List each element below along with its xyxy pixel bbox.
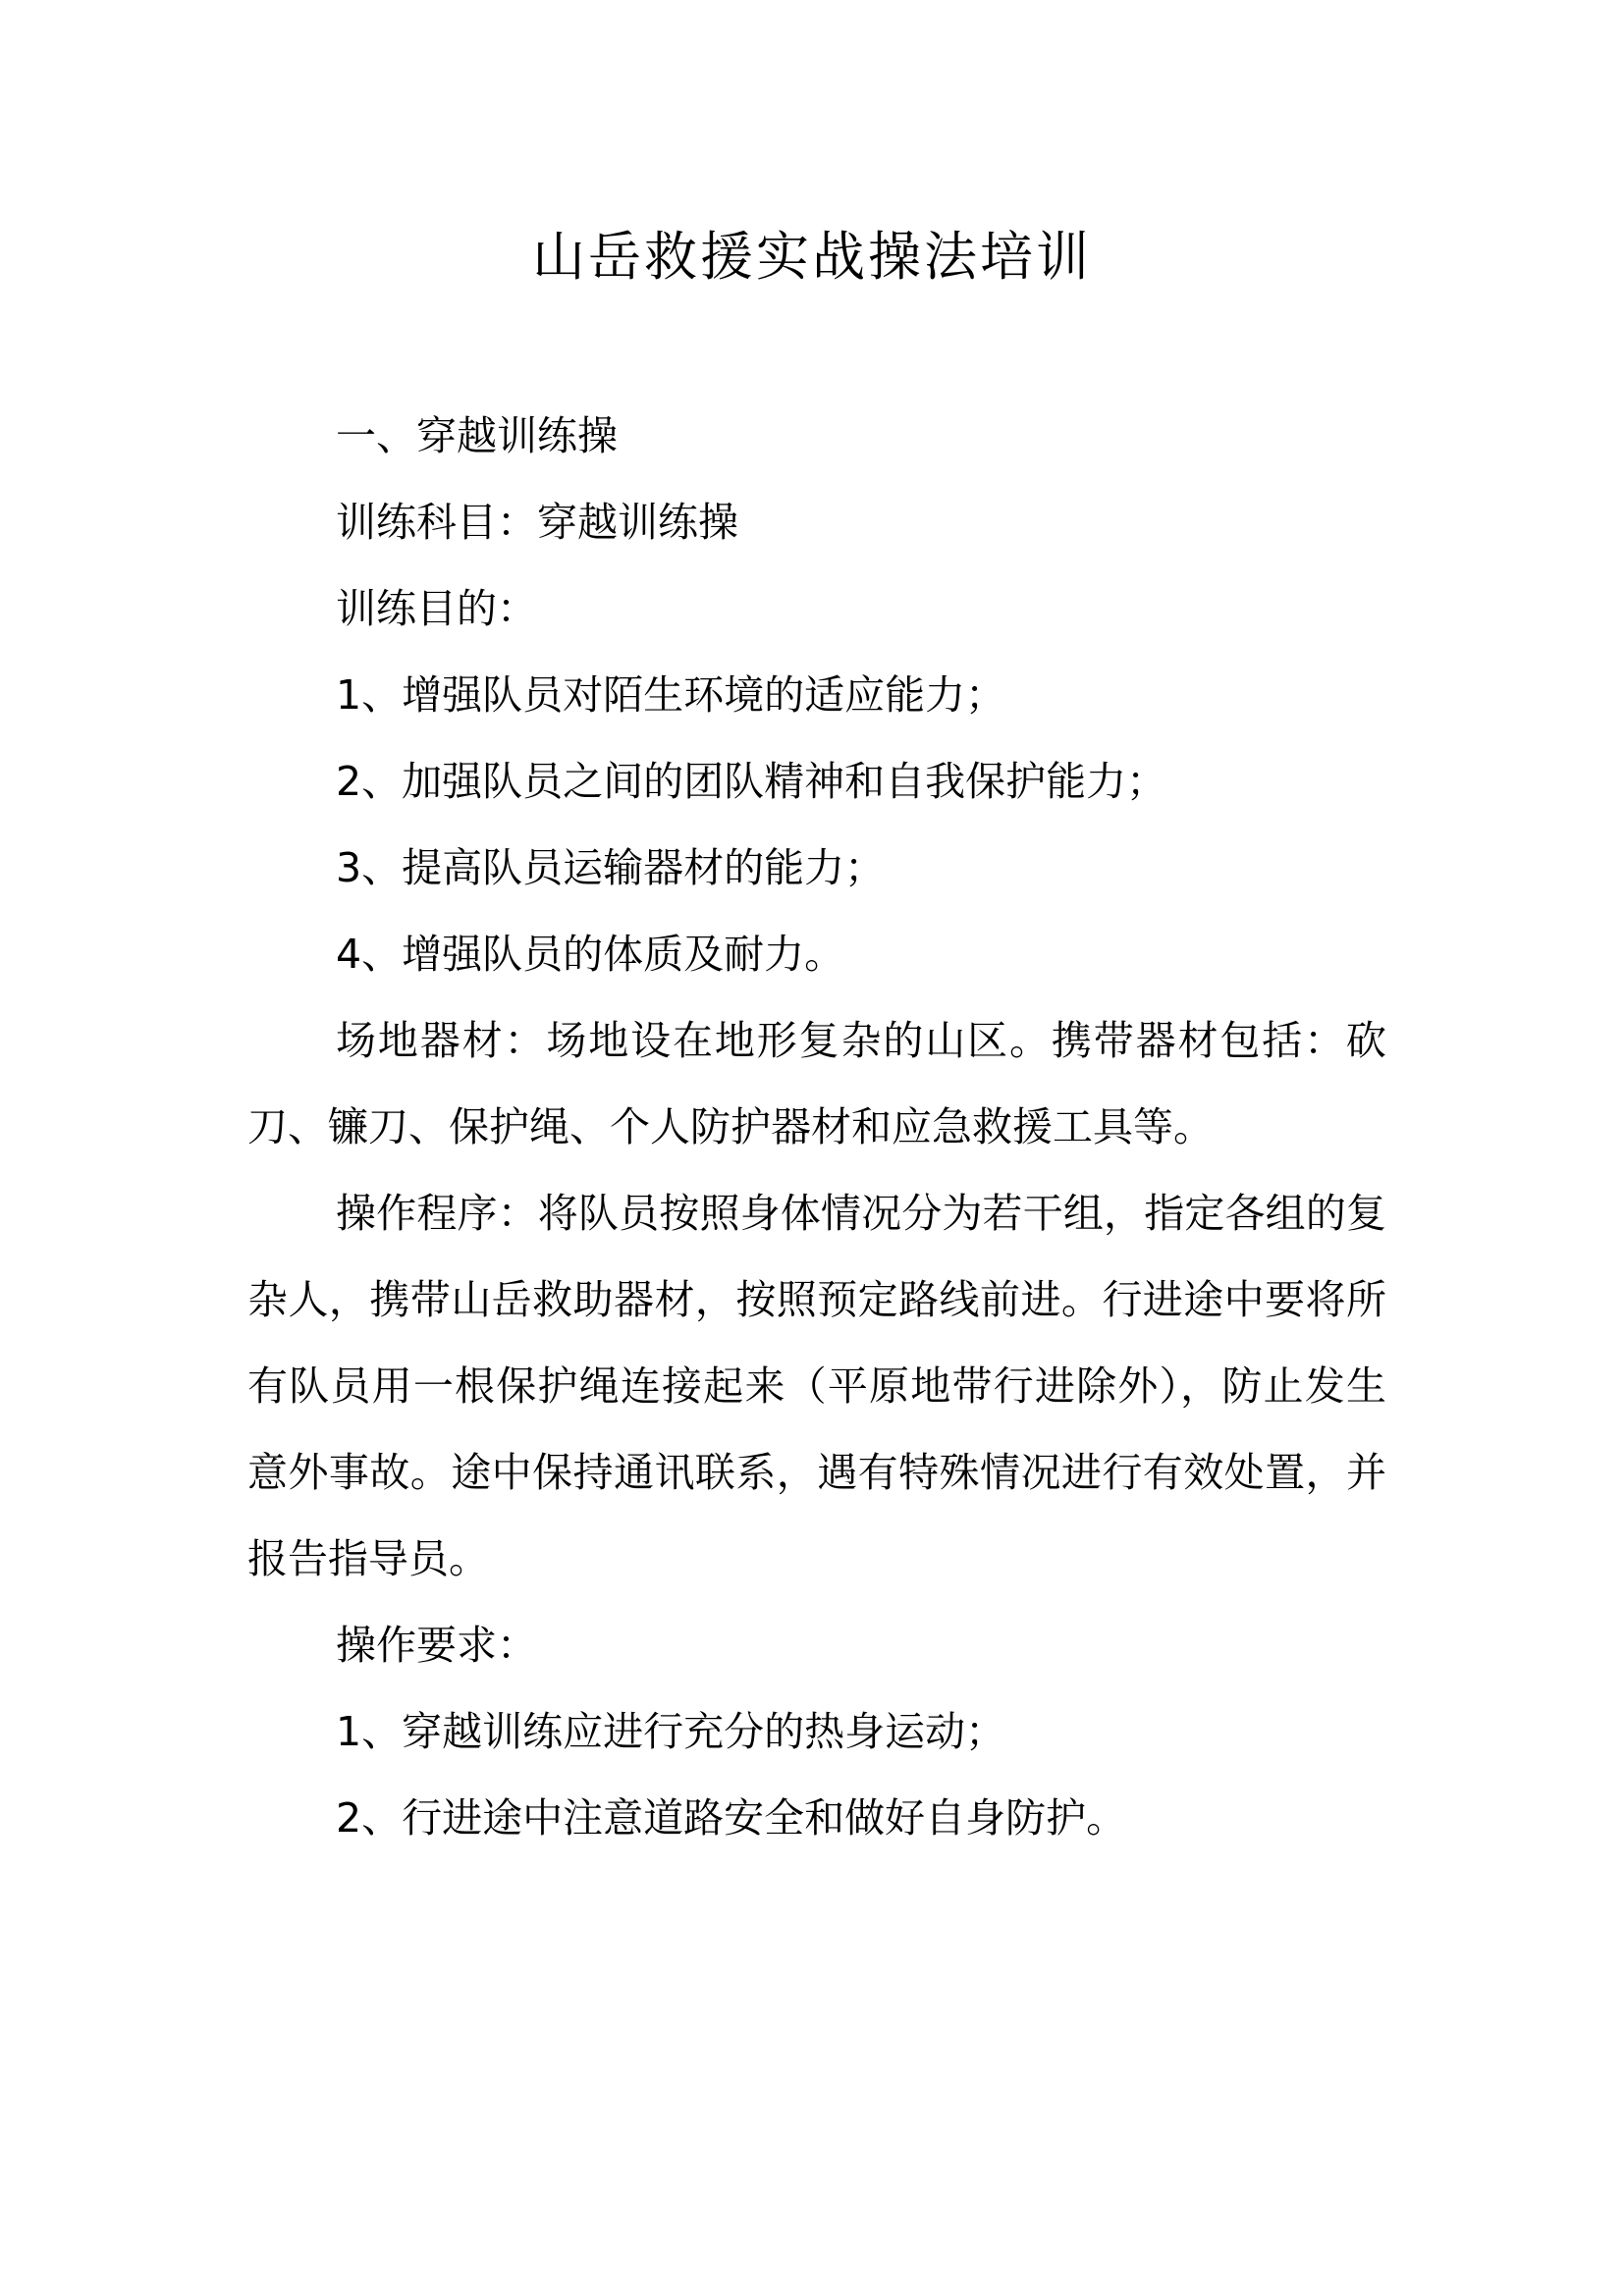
purpose-item: 1、增强队员对陌生环境的适应能力；	[336, 671, 1006, 719]
document-body	[247, 393, 1386, 1861]
purpose-item: 2、加强队员之间的团队精神和自我保护能力；	[336, 758, 1167, 805]
document-title: 山岳救援实战操法培训	[532, 226, 1092, 288]
procedure-paragraph: 操作程序：将队员按照身体情况分为若干组，指定各组的复杂人，携带山岳救助器材，按照预定路线前进。行进途中要将所有队员用一根保护绳连接起来（平原地带行进除外），防止发生意外事故。途中保持通讯联系，遇有特殊情况进行有效处置，并报告指导员。	[247, 1190, 1386, 1582]
purpose-item: 4、增强队员的体质及耐力。	[336, 931, 845, 978]
training-purpose-label: 训练目的：	[336, 585, 537, 632]
requirement-item: 1、穿越训练应进行充分的热身运动；	[336, 1708, 1006, 1755]
training-subject: 训练科目：穿越训练操	[336, 499, 738, 546]
requirements-label: 操作要求：	[336, 1622, 537, 1669]
section-heading: 一、穿越训练操	[336, 412, 618, 459]
purpose-item: 3、提高队员运输器材的能力；	[336, 844, 886, 891]
venue-equipment-paragraph: 场地器材：场地设在地形复杂的山区。携带器材包括：砍刀、镰刀、保护绳、个人防护器材和应急救援工具等。	[247, 1017, 1386, 1150]
requirement-item: 2、行进途中注意道路安全和做好自身防护。	[336, 1794, 1127, 1842]
